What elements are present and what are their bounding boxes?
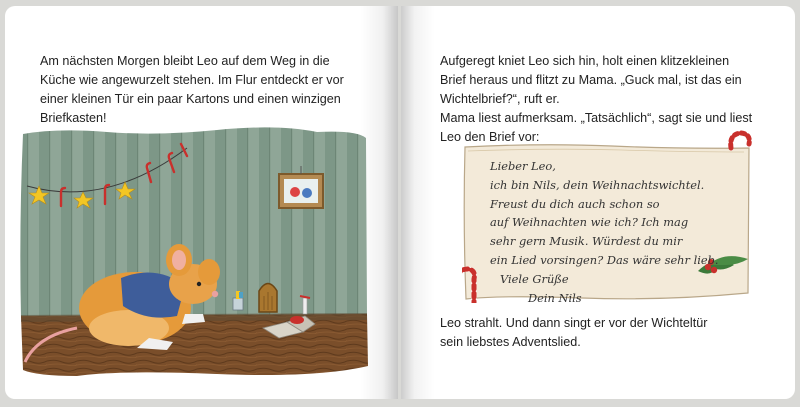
letter-signature: Dein Nils <box>528 290 582 305</box>
text-line: einer kleinen Tür ein paar Kartons und einen winzigen <box>40 92 341 106</box>
text-line: Küche wie angewurzelt stehen. Im Flur entdeckt er vor <box>40 73 344 87</box>
text-line: Aufgeregt kniet Leo sich hin, holt einen klitzekleinen <box>440 54 730 68</box>
text-line: Wichtelbrief?“, ruft er. <box>440 92 560 106</box>
text-line: sein liebstes Adventslied. <box>440 335 581 349</box>
text-line: Leo strahlt. Und dann singt er vor der Wichteltür <box>440 316 708 330</box>
letter-closing: Viele Grüße <box>500 271 569 286</box>
letter-line: Freust du dich auch schon so <box>490 196 660 211</box>
letter-line: ich bin Nils, dein Weihnachtswichtel. <box>490 177 705 192</box>
text-line: Brief heraus und flitzt zu Mama. „Guck mal, ist das ein <box>440 73 742 87</box>
left-paragraph <box>40 52 344 128</box>
page-gutter-shadow <box>401 6 435 399</box>
right-outro-paragraph <box>440 314 707 352</box>
text-line: Am nächsten Morgen bleibt Leo auf dem Weg in die <box>40 54 330 68</box>
letter-line: auf Weihnachten wie ich? Ich mag <box>490 215 689 230</box>
letter-line: ein Lied vorsingen? Das wäre sehr lieb. <box>490 252 719 267</box>
letter-line: Lieber Leo, <box>490 159 556 173</box>
text-line: Briefkasten! <box>40 111 107 125</box>
story-illustration <box>17 126 370 382</box>
wichtel-letter-text <box>490 157 719 307</box>
mouse-hole-door-icon <box>259 284 277 313</box>
text-line: Leo den Brief vor: <box>440 130 540 144</box>
candy-cane-icon <box>727 128 753 154</box>
text-line: Mama liest aufmerksam. „Tatsächlich“, sagt sie und liest <box>440 111 753 125</box>
letter-line: sehr gern Musik. Würdest du mir <box>490 234 683 249</box>
right-intro-paragraph <box>440 52 752 147</box>
